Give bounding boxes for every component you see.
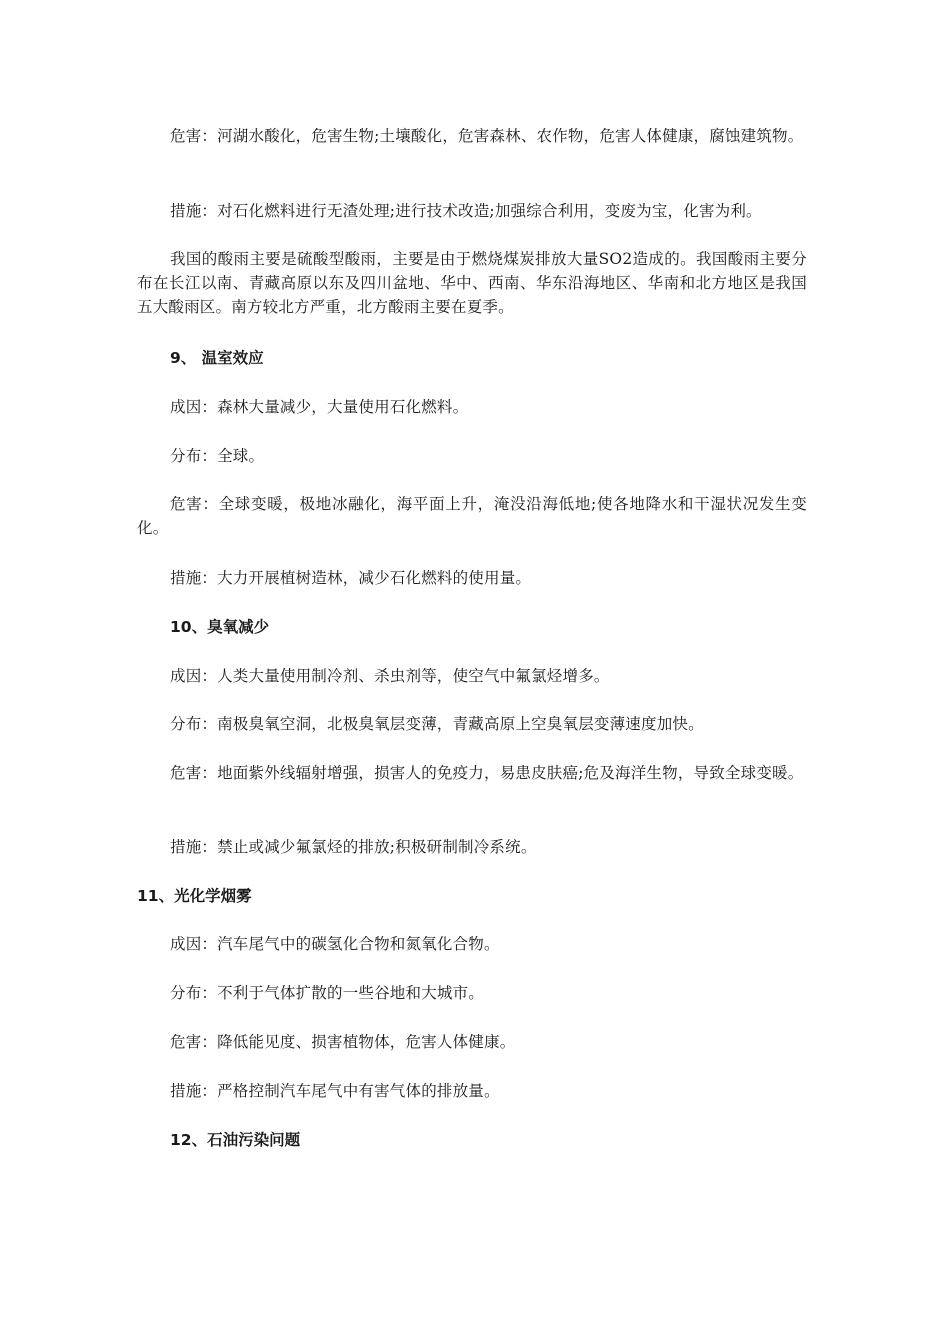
paragraph-smog-cause: 成因：汽车尾气中的碳氢化合物和氮氧化合物。 [170,935,500,953]
paragraph-china-acid-rain: 我国的酸雨主要是硫酸型酸雨，主要是由于燃烧煤炭排放大量SO2造成的。我国酸雨主要分布在长江以南、青藏高原以东及四川盆地、华中、西南、华东沿海地区、华南和北方地区是我国五大酸雨区。南方较北方严重，北方酸雨主要在夏季。 [137,250,807,316]
paragraph-greenhouse-measures: 措施：大力开展植树造林，减少石化燃料的使用量。 [170,569,532,587]
heading-photochemical-smog: 11、光化学烟雾 [137,887,252,905]
paragraph-smog-distribution: 分布：不利于气体扩散的一些谷地和大城市。 [170,984,485,1002]
paragraph-greenhouse-distribution: 分布：全球。 [170,447,265,465]
paragraph-ozone-measures: 措施：禁止或减少氟氯烃的排放;积极研制制冷系统。 [170,838,537,856]
paragraph-acid-rain-measures: 措施：对石化燃料进行无渣处理;进行技术改造;加强综合利用，变废为宝，化害为利。 [170,202,762,220]
paragraph-smog-measures: 措施：严格控制汽车尾气中有害气体的排放量。 [170,1082,500,1100]
paragraph-ozone-distribution: 分布：南极臭氧空洞，北极臭氧层变薄，青藏高原上空臭氧层变薄速度加快。 [170,715,704,733]
heading-oil-pollution: 12、石油污染问题 [170,1131,301,1149]
paragraph-ozone-harm: 危害：地面紫外线辐射增强，损害人的免疫力，易患皮肤癌;危及海洋生物，导致全球变暖。 [170,764,804,782]
heading-ozone-depletion: 10、臭氧减少 [170,618,270,636]
paragraph-greenhouse-cause: 成因：森林大量减少，大量使用石化燃料。 [170,398,469,416]
paragraph-greenhouse-harm: 危害：全球变暖，极地冰融化，海平面上升，淹没沿海低地;使各地降水和干湿状况发生变化。 [137,495,807,537]
paragraph-acid-rain-harm: 危害：河湖水酸化，危害生物;土壤酸化，危害森林、农作物，危害人体健康，腐蚀建筑物。 [170,127,804,145]
paragraph-ozone-cause: 成因：人类大量使用制冷剂、杀虫剂等，使空气中氟氯烃增多。 [170,667,610,685]
paragraph-smog-harm: 危害：降低能见度、损害植物体，危害人体健康。 [170,1033,516,1051]
heading-greenhouse-effect: 9、 温室效应 [170,349,264,367]
